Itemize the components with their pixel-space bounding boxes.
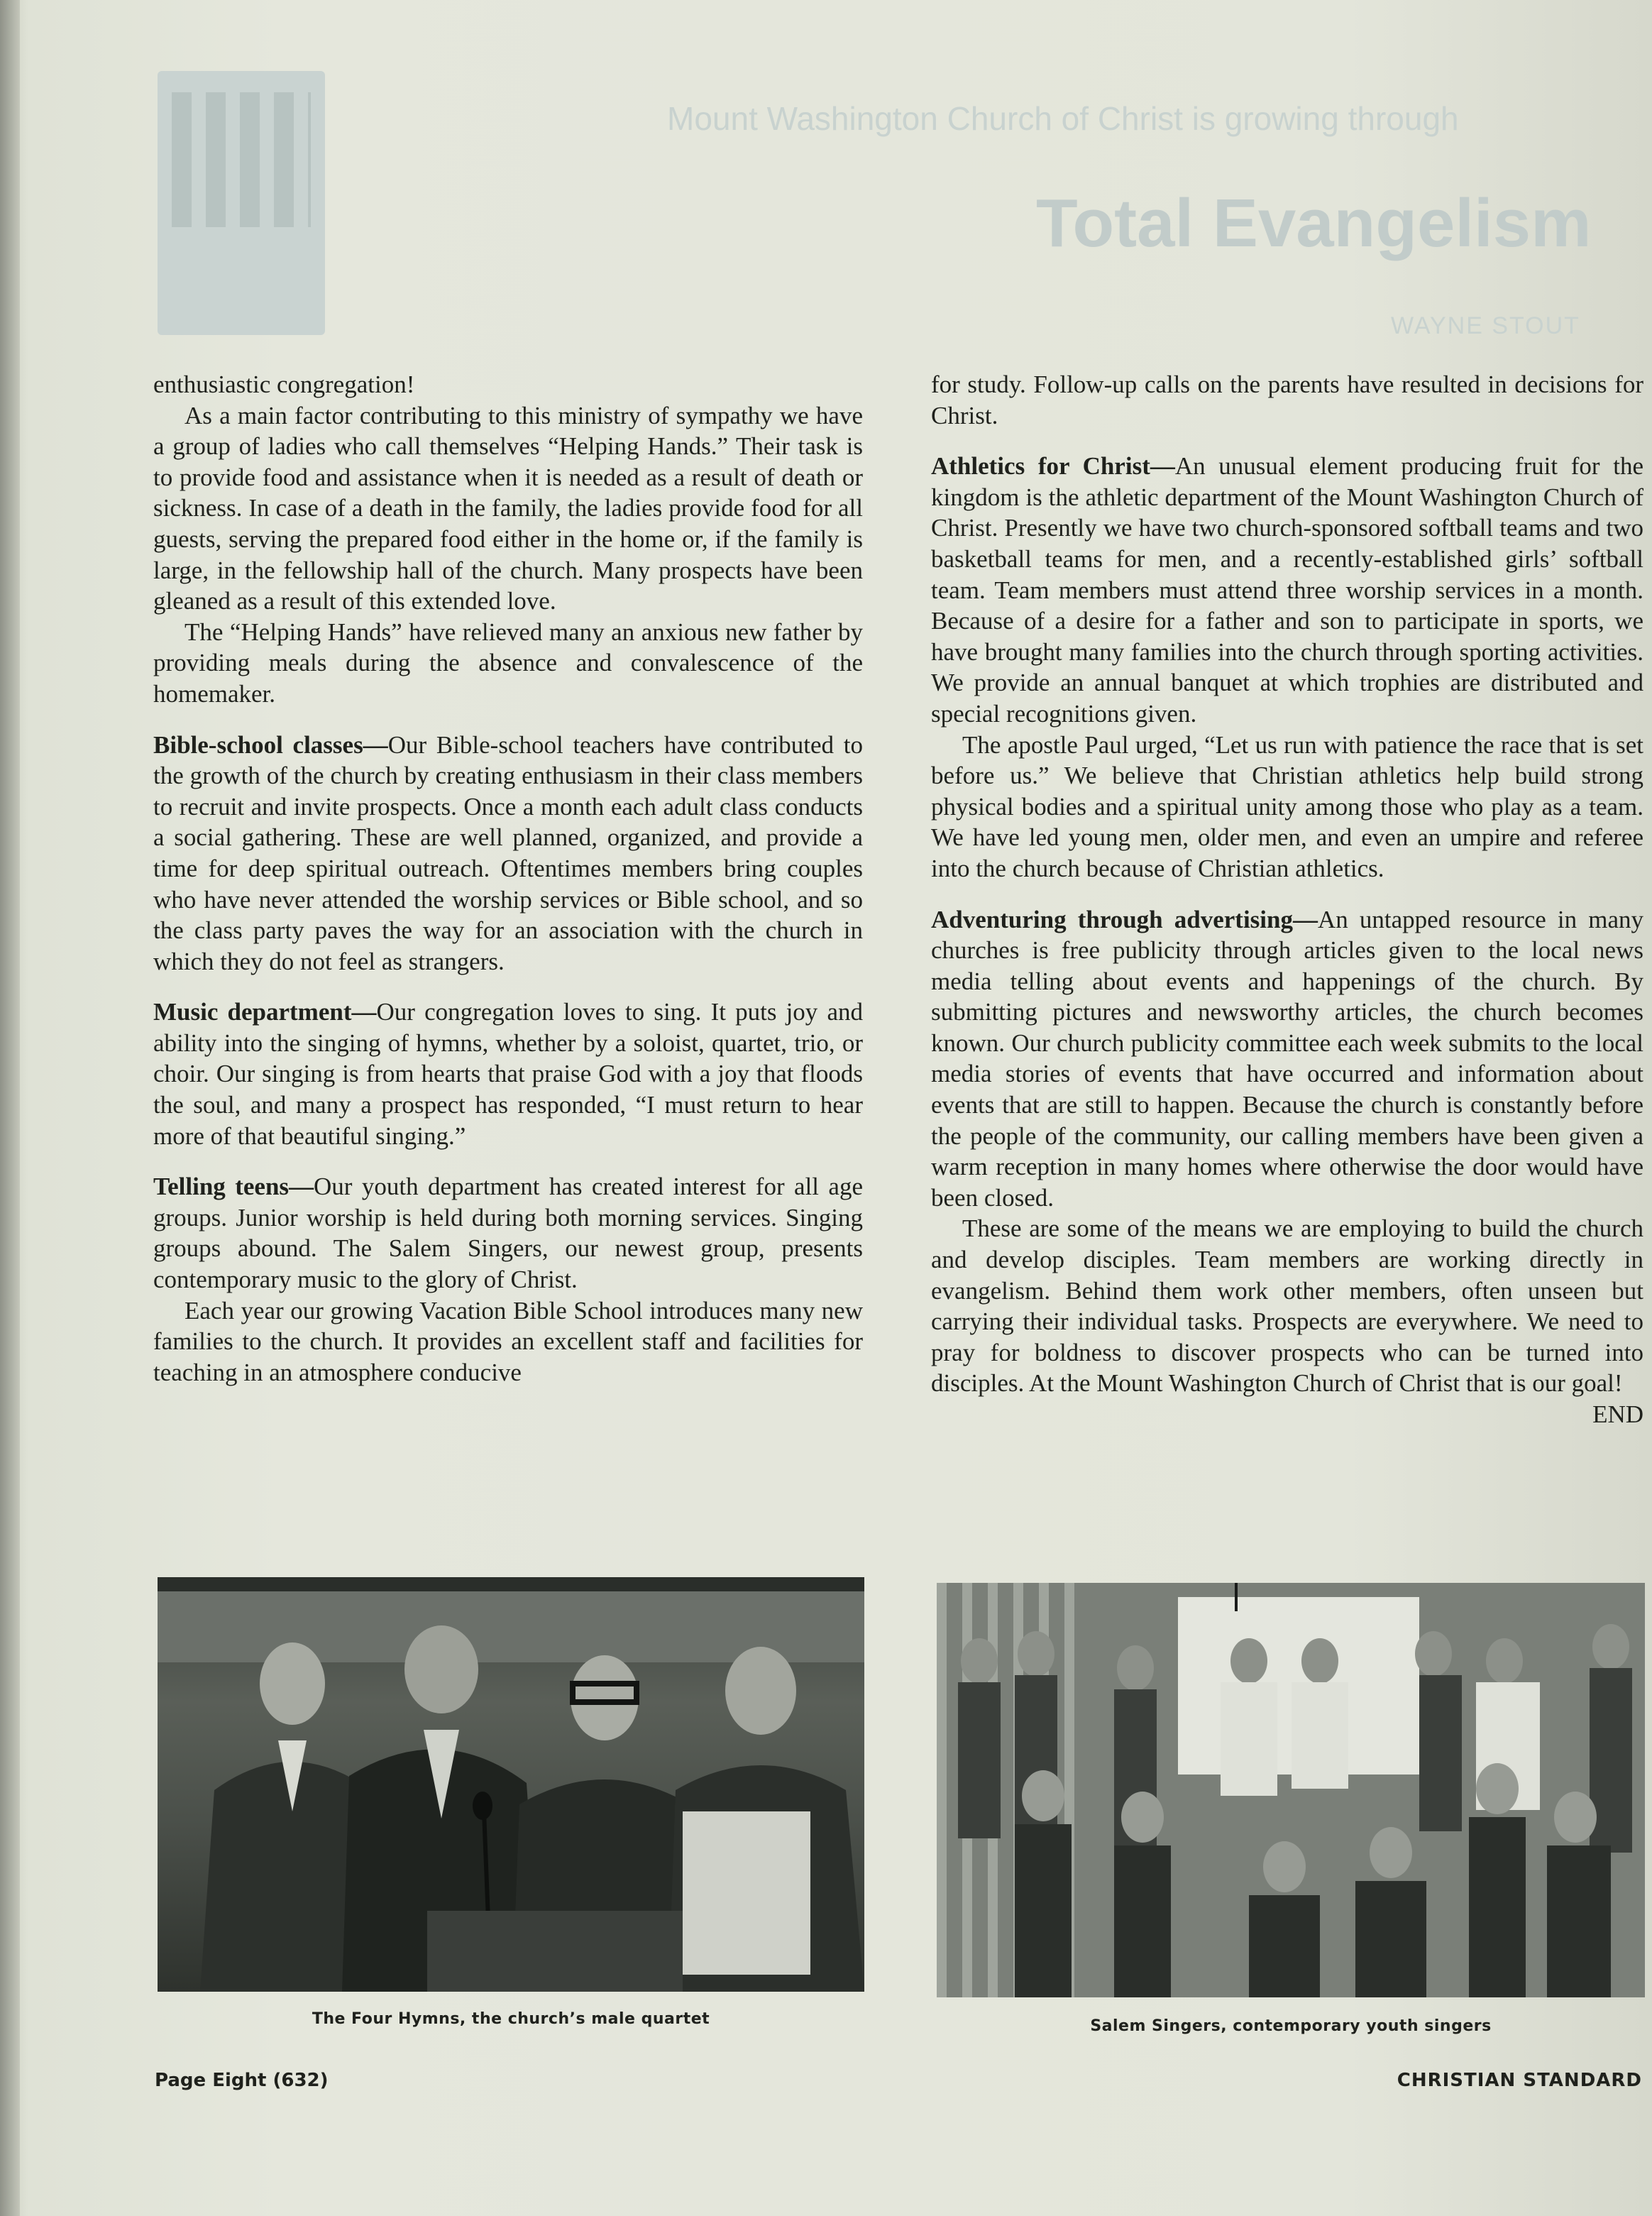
paragraph-text: Each year our growing Vacation Bible School introduces many new families to the church. It provides an excellent staff and facilities for teaching in an atmosphere conducive — [153, 1296, 863, 1386]
singers-photo-art — [937, 1583, 1645, 1997]
section-lead-in: Bible-school classes— — [153, 730, 388, 759]
right-article-column — [931, 369, 1643, 1430]
section-lead-in: Athletics for Christ— — [931, 452, 1175, 481]
paragraph-text: for study. Follow-up calls on the parents have resulted in decisions for Christ. — [931, 371, 1643, 429]
bleed-through-byline: WAYNE STOUT — [1391, 312, 1580, 339]
article-paragraph — [153, 617, 863, 710]
end-mark: END — [1592, 1400, 1643, 1428]
paragraph-text: Our youth department has created interest for all age groups. Junior worship is held during both morning services. Singing groups abound. The Salem Singers, our newest group, presents contemporary music to the glory of Christ. — [153, 1173, 863, 1294]
article-paragraph — [931, 1399, 1643, 1430]
bleed-through-logo — [158, 71, 325, 335]
quartet-photo — [158, 1577, 864, 1992]
paragraph-text: An untapped resource in many churches is free publicity through articles given to the local news media telling about events and happenings of the church. By submitting pictures and newsworthy articles, the church becomes known. Our church publicity committee each week submits to the local media stories of events that have occurred and information about events that are still to happen. Because the church is constantly before the people of the community, our calling members have been given a warm reception in many homes where otherwise the door would have been closed. — [931, 905, 1643, 1212]
publication-name: CHRISTIAN STANDARD — [1397, 2070, 1642, 2091]
paragraph-text: An unusual element producing fruit for the kingdom is the athletic department of the Mount Washington Church of Christ. Presently we have two church-sponsored softball teams and two basketball teams for men, and a recently-established girls’ softball team. Team members must attend three worship services in a month. Because of a desire for a father and son to participate in sports, we have brought many families into the church through sporting activities. We provide an annual banquet at which trophies are distributed and special recognitions given. — [931, 452, 1643, 728]
article-paragraph — [153, 369, 863, 400]
singers-photo-caption: Salem Singers, contemporary youth singers — [1090, 2017, 1492, 2035]
left-article-column — [153, 369, 863, 1388]
quartet-photo-caption: The Four Hymns, the church’s male quartet — [312, 2010, 710, 2028]
paragraph-text: Our congregation loves to sing. It puts joy and ability into the singing of hymns, whether by a soloist, quartet, trio, or choir. Our singing is from hearts that praise God with a joy that floods the soul, and many a prospect has responded, “I must return to hear more of that beautiful singing.” — [153, 998, 863, 1150]
article-paragraph — [931, 369, 1643, 431]
page-folio — [155, 2070, 329, 2091]
binding-edge — [0, 0, 20, 2216]
bleed-through-logo-mark — [172, 92, 311, 227]
paragraph-text: Our Bible-school teachers have contributed to the growth of the church by creating enthusiasm in their class members to recruit and invite prospects. Once a month each adult class conducts a social gathering. These are well planned, organized, and provide a time for deep spiritual outreach. Oftentimes members bring couples who have never attended the worship services or Bible school, and so the class party paves the way for an association with the church in which they do not feel as strangers. — [153, 730, 863, 975]
section-lead-in: Adventuring through advertising— — [931, 905, 1318, 933]
article-paragraph — [153, 997, 863, 1151]
article-paragraph — [931, 904, 1643, 1214]
bleed-through-title: Total Evangelism — [1036, 185, 1592, 261]
paragraph-text: The apostle Paul urged, “Let us run with patience the race that is set before us.” We believe that Christian athletics help build strong physical bodies and a spiritual unity among those who play as a team. We have led young men, older men, and even an umpire and referee into the church because of Christian athletics. — [931, 730, 1643, 882]
singers-photo — [937, 1583, 1645, 1997]
article-paragraph — [153, 1295, 863, 1388]
section-lead-in: Music department— — [153, 998, 377, 1026]
bleed-through-kicker: Mount Washington Church of Christ is growing through — [667, 100, 1459, 137]
section-lead-in: Telling teens— — [153, 1173, 314, 1201]
article-paragraph — [153, 730, 863, 977]
article-paragraph — [931, 1213, 1643, 1399]
paragraph-text: These are some of the means we are employing to build the church and develop disciples. Team members are working directly in evangelism. Behind them work other members, often unseen but carrying their individual tasks. Prospects are everywhere. We need to pray for boldness to discover prospects who can be turned into disciples. At the Mount Washington Church of Christ that is our goal! — [931, 1214, 1643, 1398]
page-number: (632) — [272, 2070, 329, 2091]
article-paragraph — [931, 730, 1643, 884]
paragraph-text: enthusiastic congregation! — [153, 371, 415, 398]
article-paragraph — [153, 400, 863, 617]
article-paragraph — [153, 1171, 863, 1295]
paragraph-text: As a main factor contributing to this ministry of sympathy we have a group of ladies who call themselves “Helping Hands.” Their task is to provide food and assistance when it is needed as a result of death or sickness. In case of a death in the family, the ladies provide food for all guests, serving the prepared food either in the home or, if the family is large, in the fellowship hall of the church. Many prospects have been gleaned as a result of this extended love. — [153, 401, 863, 615]
page-label: Page Eight — [155, 2070, 267, 2091]
quartet-photo-art — [158, 1577, 864, 1992]
paragraph-text: The “Helping Hands” have relieved many an anxious new father by providing meals during the absence and convalescence of the homemaker. — [153, 618, 863, 708]
article-paragraph — [931, 451, 1643, 729]
